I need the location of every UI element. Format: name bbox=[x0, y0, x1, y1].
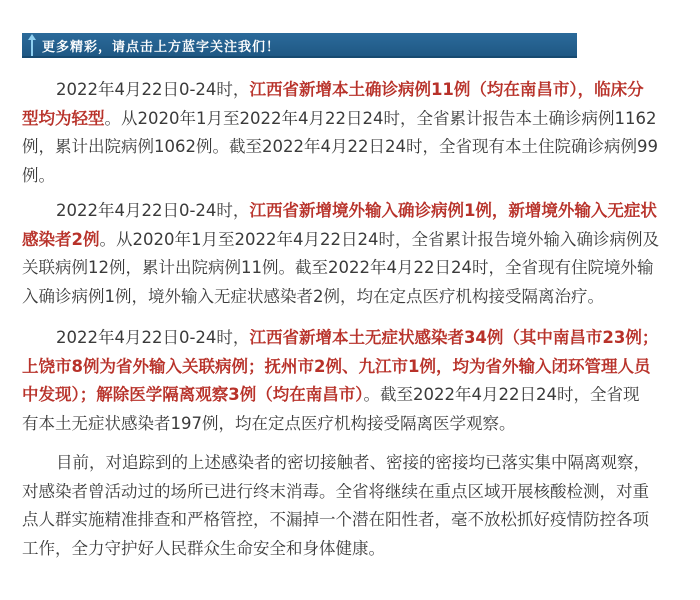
text-line bbox=[22, 162, 672, 191]
text-line bbox=[22, 478, 672, 507]
body-text: 关联病例12例，累计出院病例11例。截至2022年4月22日24时，全省现有住院境外输 bbox=[22, 258, 654, 278]
paragraph-local-confirmed bbox=[22, 76, 672, 190]
body-text: 例。 bbox=[22, 165, 55, 185]
body-text: 点人群实施精准排查和严格管控，不漏掉一个潜在阳性者，毫不放松抓好疫情防控各项 bbox=[22, 510, 649, 530]
body-text: 。从2020年1月至2022年4月22日24时，全省累计报告境外输入确诊病例及 bbox=[99, 229, 659, 249]
text-line bbox=[22, 226, 672, 255]
body-text: 例，累计出院病例1062例。截至2022年4月22日24时，全省现有本土住院确诊病例99 bbox=[22, 137, 658, 157]
highlighted-text: 江西省新增本土无症状感染者34例（其中南昌市23例； bbox=[249, 328, 659, 347]
paragraph-asymptomatic bbox=[22, 324, 672, 438]
text-line bbox=[22, 283, 672, 312]
text-line bbox=[22, 105, 672, 134]
text-line bbox=[22, 76, 672, 105]
text-line bbox=[22, 324, 672, 353]
body-text: 对感染者曾活动过的场所已进行终末消毒。全省将继续在重点区域开展核酸检测，对重 bbox=[22, 481, 649, 501]
text-line bbox=[22, 353, 672, 382]
text-line bbox=[22, 506, 672, 535]
text-line bbox=[22, 197, 672, 226]
highlighted-text: 感染者2例 bbox=[22, 229, 100, 249]
highlighted-text: 上饶市8例为省外输入关联病例；抚州市2例、九江市1例，均为省外输入闭环管理人员 bbox=[22, 356, 651, 376]
body-text: 。截至2022年4月22日24时，全省现 bbox=[363, 385, 640, 405]
text-line bbox=[22, 449, 672, 478]
text-line bbox=[22, 254, 672, 283]
follow-banner bbox=[22, 33, 577, 58]
text-line bbox=[22, 410, 672, 439]
paragraph-measures bbox=[22, 449, 672, 563]
up-arrow-icon bbox=[28, 34, 36, 56]
highlighted-text: 江西省新增境外输入确诊病例1例，新增境外输入无症状 bbox=[249, 201, 657, 220]
body-text: 2022年4月22日0-24时， bbox=[56, 328, 250, 347]
body-text: 2022年4月22日0-24时， bbox=[56, 201, 250, 220]
text-line bbox=[22, 381, 672, 410]
body-text: 。从2020年1月至2022年4月22日24时，全省累计报告本土确诊病例1162 bbox=[104, 108, 657, 128]
body-text: 入确诊病例1例，境外输入无症状感染者2例，均在定点医疗机构接受隔离治疗。 bbox=[22, 286, 604, 306]
highlighted-text: 型均为轻型 bbox=[22, 108, 105, 128]
highlighted-text: 中发现）；解除医学隔离观察3例（均在南昌市） bbox=[22, 385, 364, 405]
banner-text: 更多精彩，请点击上方蓝字关注我们！ bbox=[42, 40, 281, 55]
highlighted-text: 江西省新增本土确诊病例11例（均在南昌市），临床分 bbox=[249, 80, 644, 99]
body-text: 2022年4月22日0-24时， bbox=[56, 80, 250, 99]
text-line bbox=[22, 535, 672, 564]
body-text: 目前，对追踪到的上述感染者的密切接触者、密接的密接均已落实集中隔离观察， bbox=[56, 453, 650, 472]
body-text: 有本土无症状感染者197例，均在定点医疗机构接受隔离医学观察。 bbox=[22, 413, 516, 433]
text-line bbox=[22, 133, 672, 162]
body-text: 工作，全力守护好人民群众生命安全和身体健康。 bbox=[22, 538, 385, 558]
paragraph-imported-cases bbox=[22, 197, 672, 311]
